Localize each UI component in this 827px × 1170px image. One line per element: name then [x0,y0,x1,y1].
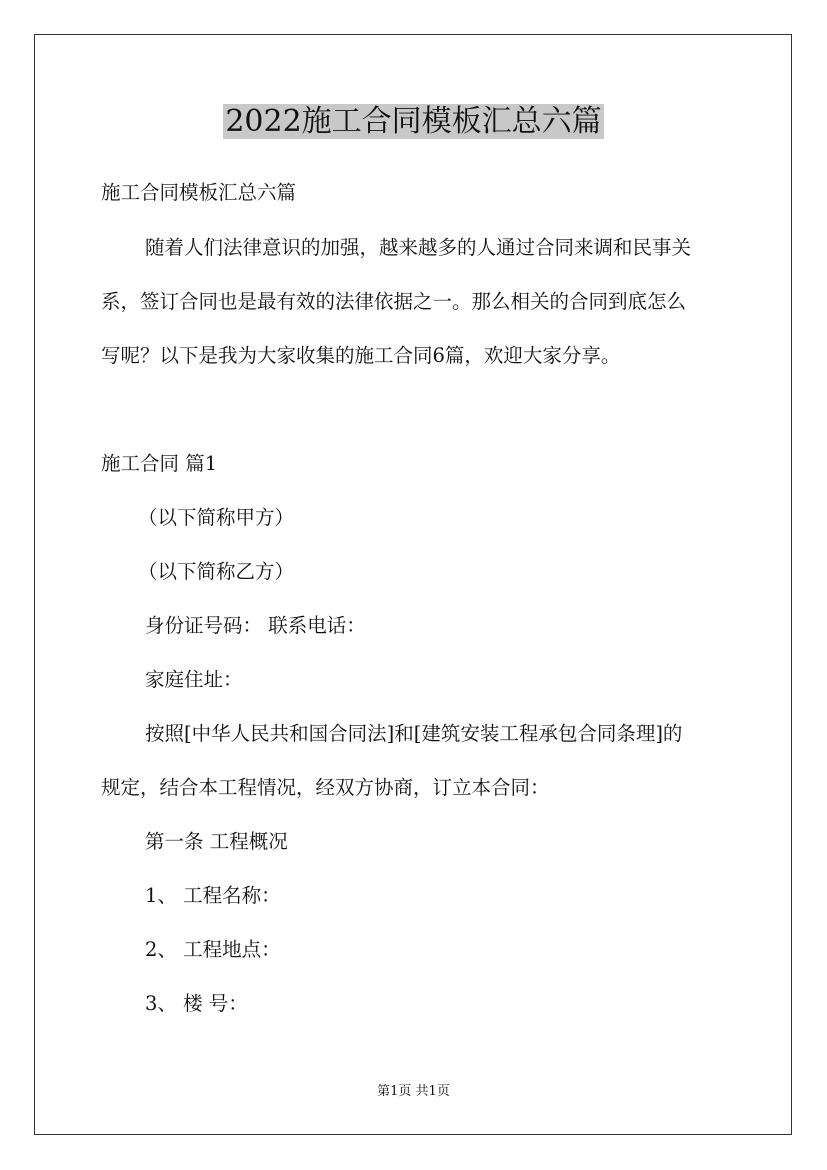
intro-line-2: 系，签订合同也是最有效的法律依据之一。那么相关的合同到底怎么 [101,290,687,313]
page-footer: 第1页 共1页 [377,1084,450,1099]
party-b-line: （以下简称乙方） [138,560,295,583]
list-item: 3、 楼 号： [145,992,248,1015]
basis-line-1: 按照[中华人民共和国合同法]和[建筑安装工程承包合同条理]的 [145,722,683,745]
document-title [0,100,827,144]
article-one-heading: 第一条 工程概况 [145,830,288,853]
address-line: 家庭住址： [145,668,243,691]
intro-line-3: 写呢？以下是我为大家收集的施工合同6篇，欢迎大家分享。 [101,344,621,367]
basis-line-2: 规定，结合本工程情况，经双方协商，订立本合同： [101,776,550,799]
document-subtitle: 施工合同模板汇总六篇 [101,181,297,204]
intro-line-1: 随着人们法律意识的加强，越来越多的人通过合同来调和民事关 [145,236,692,259]
id-phone-line: 身份证号码： 联系电话： [145,614,366,637]
list-item: 1、 工程名称： [145,884,281,907]
list-item: 2、 工程地点： [145,938,281,961]
section-heading: 施工合同 篇1 [101,452,218,475]
document-title-text: 2022施工合同模板汇总六篇 [225,104,602,139]
party-a-line: （以下简称甲方） [138,506,295,529]
